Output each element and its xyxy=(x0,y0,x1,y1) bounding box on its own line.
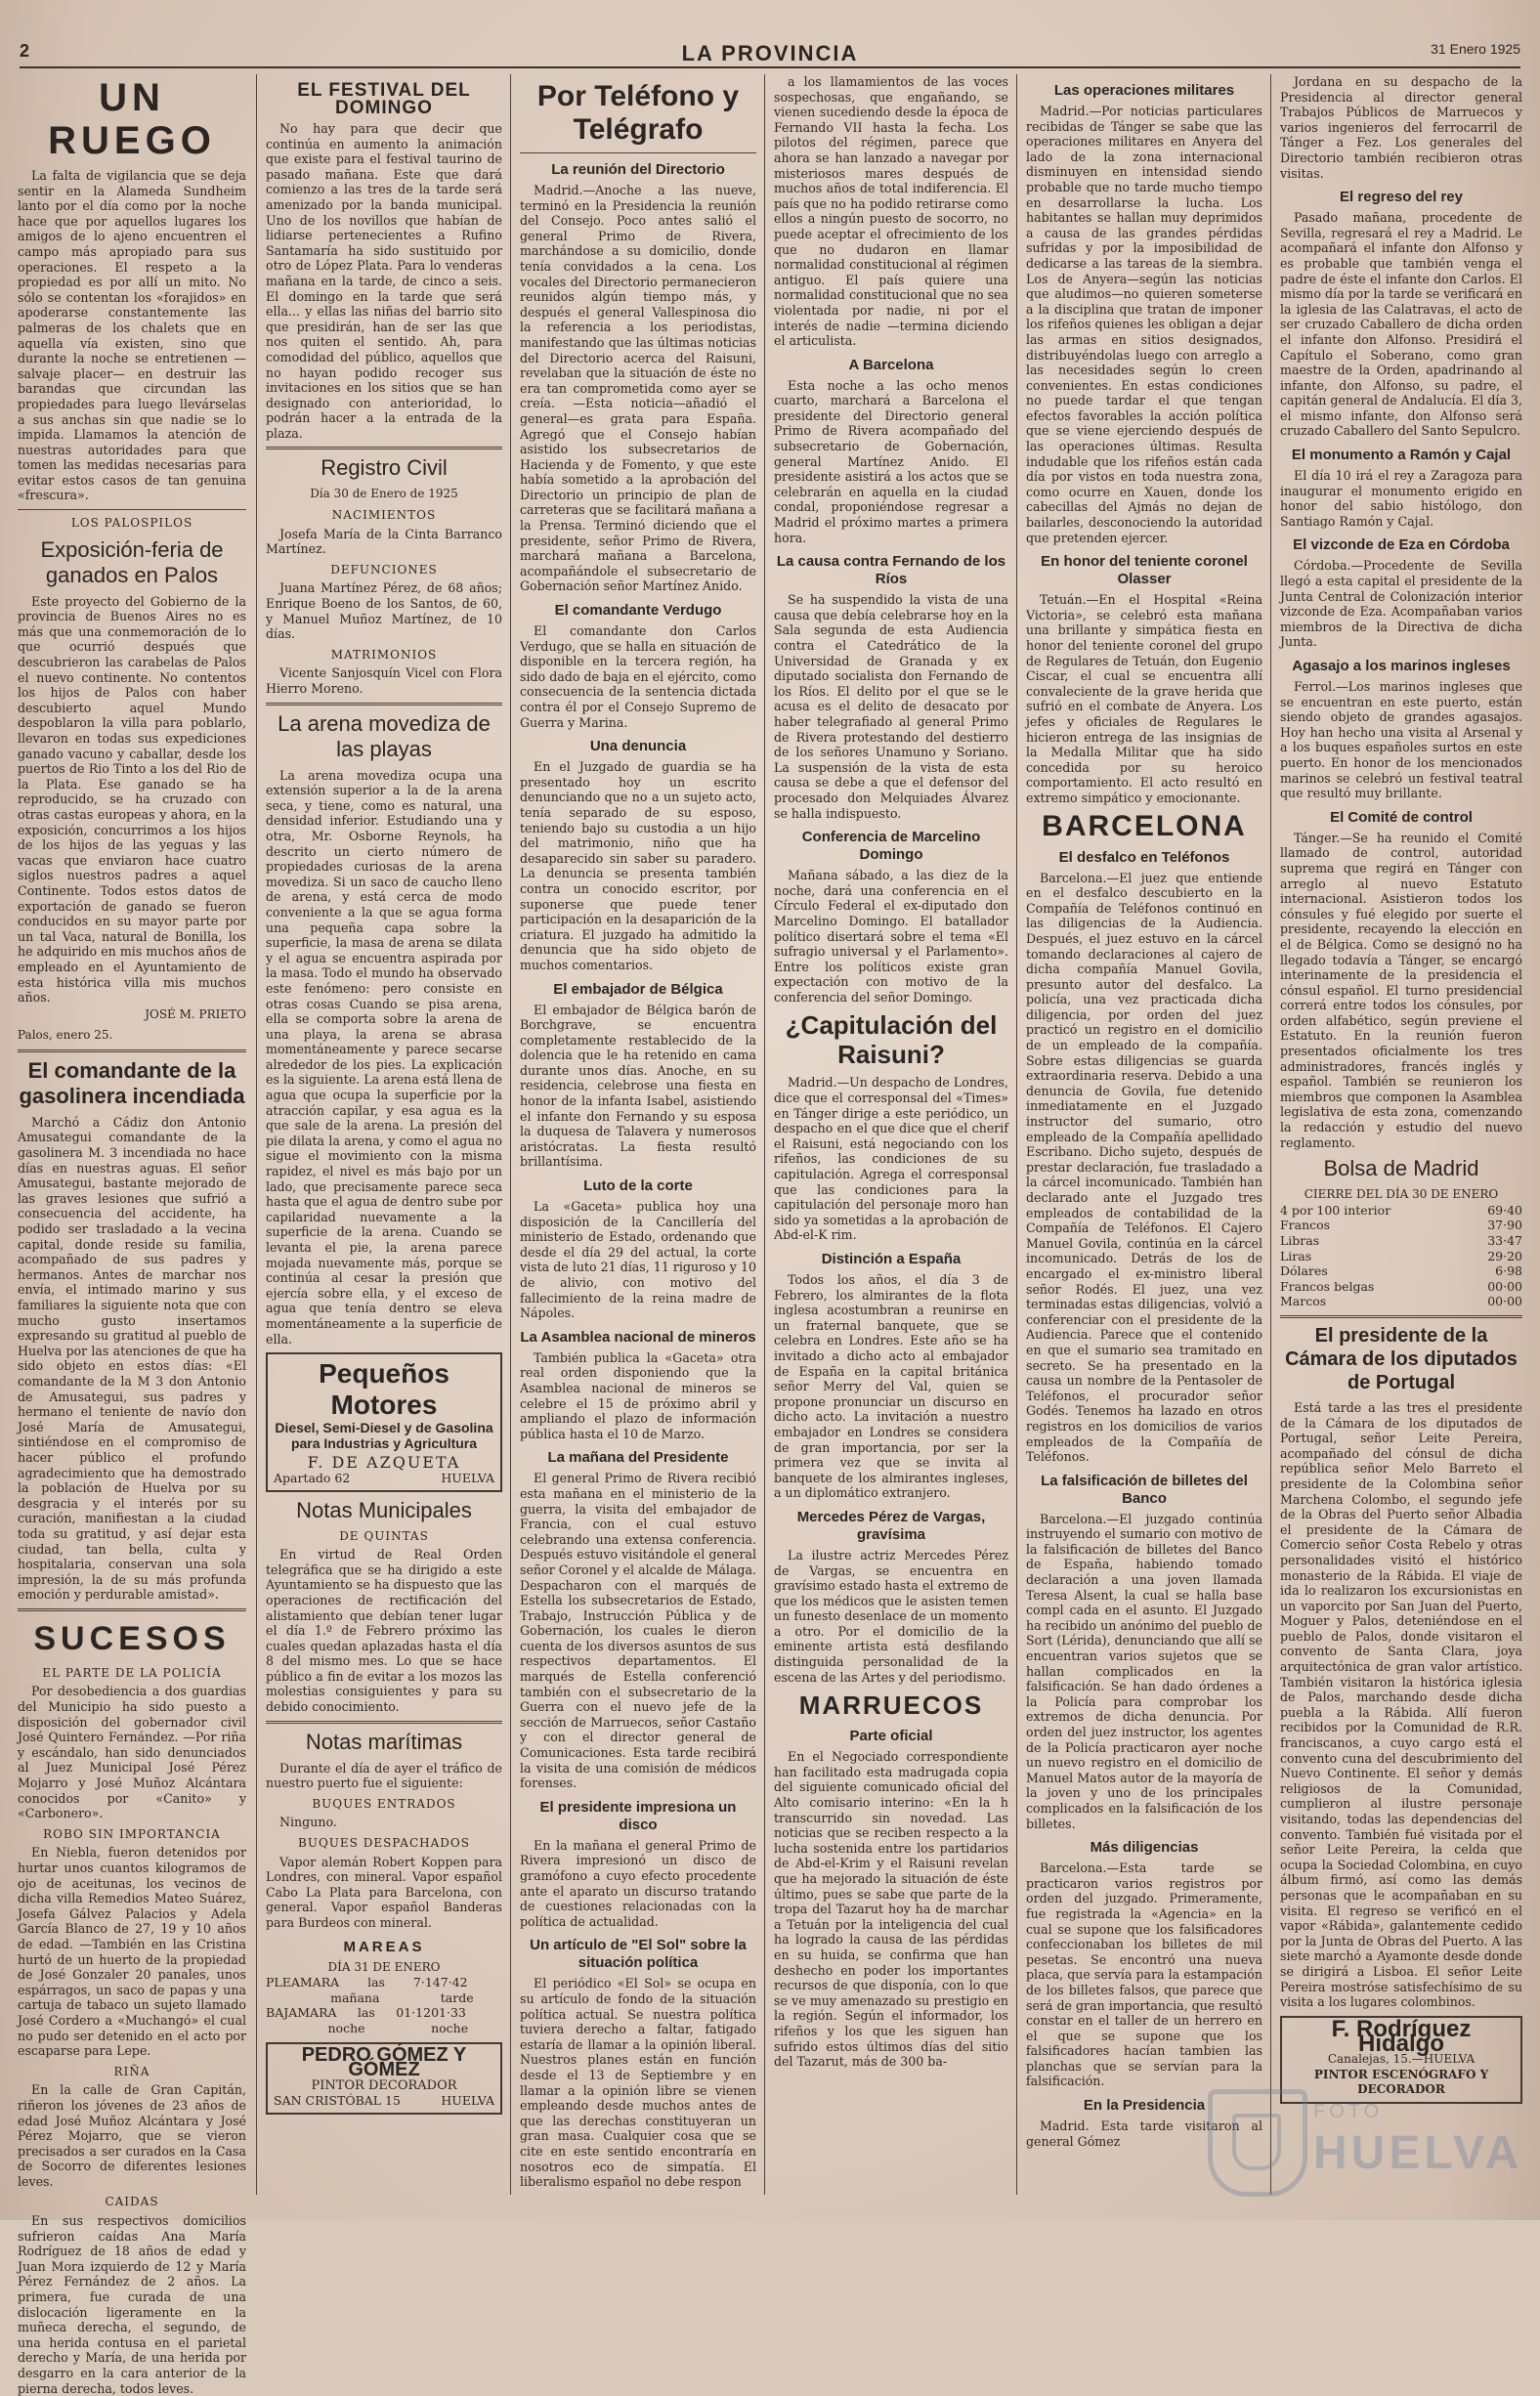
cajal-headline: El monumento a Ramón y Cajal xyxy=(1291,447,1512,464)
desfalco-body: Barcelona.—El juez que entiende en el desfalco descubierto en la Compañía de Teléfonos continuó en las diligencias de la Audiencia. Después, el juez estuvo en la cárcel tomando declaraciones al cajero de dicha compañía Manuel Govila, presunto autor del desfalco. La policía, una vez practicada dicha diligencia, por orden del juez practicó un registro en el domicilio de un empleado de la compañía. Sobre estas diligencias se guarda extraordinaria reserva. Debido a una denuncia de Govila, fue detenido inmediatamente en el Juzgado instructor del sumario, otro empleado de la Compañía apellidado Escribano. Dicho sujeto, después de prestar declaración, fue trasladado a la cárcel incomunicado. También han declarado ante el Juzgado tres empleados de contabilidad de la Compañía de Teléfonos. El Cajero Manuel Govila, continúa en la cárcel incomunicado. Detrás de los de encargado el ex-ministro liberal señor Rodés. El juez, una vez terminadas estas diligencias, volvió a conferenciar con el presidente de la Audiencia. Parece que el contenido en que el sumario sea tramitado en secreto. Se ha presentado en la causa un nombre de la Pentasoler de Teléfonos, el procurador señor Godés. Tenemos ha lazado en otros registros en los domicilios de varios empleados de la Compañía de Teléfonos. xyxy=(1026,870,1262,1465)
column-2 xyxy=(266,74,502,2195)
control-body: Tánger.—Se ha reunido el Comité llamado de control, autoridad suprema que regirá en Tánger con arreglo al nuevo Estatuto internacional. Asistieron todos los cónsules y fué elegido por suerte el presidente, recayendo la elección en el de Bélgica. Como se designó no ha llegado todavía a Tánger, se encargó interinamente de la presidencia el cónsul español. El turno presidencial correrá entre todos los cónsules, por orden alfabético, según previene el Estatuto. En la reunión fueron presentados oficialmente los tres administradores, francés inglés y español. También se reunieron los miembros que componen la Asamblea legislativa de esta zona, comenzando la redacción y estudio del nuevo reglamento. xyxy=(1280,830,1522,1150)
divider xyxy=(18,1049,246,1052)
ad-city: HUELVA xyxy=(441,1470,494,1485)
denuncia-headline: Una denuncia xyxy=(589,738,687,755)
control-headline: El Comité de control xyxy=(1330,808,1473,826)
registro-entry: Vicente Sanjosquín Vicel con Flora Hierro Moreno. xyxy=(266,665,502,696)
rios-body: Se ha suspendido la vista de una causa que debía celebrarse hoy en la Sala segunda de esta Audiencia contra el Catedrático de la Universidad de Granada y ex diputado socialista don Fernando de los Ríos. El delito por el que se le acusa es el delito de desacato por haber telegrafiado al general Primo de Rivera protestando del destierro de los señores Unamuno y Soriano. La suspensión de la vista de esta causa se debe a que el defensor del procesado don Melquiades Álvarez se halla indispuesto. xyxy=(774,592,1008,821)
pleamar-am: A las 7·14 mañana xyxy=(330,1975,441,2005)
bolsa-item: Liras xyxy=(1280,1248,1312,1263)
barcelona-body: Esta noche a las ocho menos cuarto, marchará a Barcelona el presidente del Directorio general Primo de Rivera acompañado del subsecretario de Gobernación, general Martínez Anido. El presidente asistirá a los actos que se celebrarán en aquella en la ciudad condal, proponiéndose regresar a Madrid el próximo martes a primera hora. xyxy=(774,377,1008,545)
ad-name: PEDRO GÓMEZ Y GÓMEZ xyxy=(301,2043,467,2081)
column-6 xyxy=(1280,74,1522,2195)
mareas-row xyxy=(266,2005,502,2035)
column-rule xyxy=(1270,74,1271,2195)
divider xyxy=(266,703,502,706)
belgica-body: El embajador de Bélgica barón de Borchgrave, se encuentra completamente restablecido de la dolencia que le ha retenido en cama durante unos días. Anoche, en su residencia, celebrose una fiesta en honor de la infanta Isabel, asistiendo el infante don Fernando y su esposa la duquesa de Talavera y numerosos aristócratas. La fiesta resultó brillantísima. xyxy=(520,1002,756,1170)
mareas-headline: MAREAS xyxy=(343,1938,425,1955)
bolsa-row xyxy=(1280,1279,1522,1295)
masthead-title: LA PROVINCIA xyxy=(681,41,859,65)
parte-body: En el Negociado correspondiente han facilitado esta madrugada copia del siguiente comunicado oficial del Alto comisario interino: «En la h transcurrido sin novedad. Las noticias que se reciben respecto a la lucha sostenida entre los partidarios de Abd-el-Krim y el Raisuni revelan que ha mejorado la situación de éste último, pues se sabe que parte de la tropa del Tazarut hoy ha de marchar a Tetuán por la inteligencia del cual ha logrado la causa de las pérdidas en su huida, se confirma que han deshecho en poder los importantes recursos de que disponía, con lo que se ve muy amenazado su prestigio en la región. Según el informador, los rifeños y los que les siguen han sufrido estos últimos días del sitio del Tazarut, más de 300 ba- xyxy=(774,1749,1008,2070)
column-rule xyxy=(1016,74,1017,2195)
bolsa-item: Dólares xyxy=(1280,1263,1328,1279)
palos-signature: JOSÉ M. PRIETO xyxy=(145,1006,246,1021)
bolsa-item: Francos xyxy=(1280,1218,1331,1233)
ad-firm: F. DE AZQUETA xyxy=(307,1453,461,1473)
sol-body: El periódico «El Sol» se ocupa en su artículo de fondo de la situación política actual. Se nuestra política tuviera derecho a faltar, fatigado estaría de llamar a la opinión liberal. Nuestros planes están en función desde el 13 de Septiembre y en llamar a la opinión libre se vienen empleando desde muchos antes de que las derechas constituyeran un gran masa. Cualquier cosa que se cite en este sentido encontraría en nosotros eco de simpatía. El liberalismo español no debe respon xyxy=(520,1976,756,2190)
ad-address: SAN CRISTÓBAL 15 xyxy=(274,2093,401,2109)
sol-continued-body: a los llamamientos de las voces sospechosas, que engañando, se vienen sucediendo desde la época de Fernando VII hasta la fecha. Los pilotos del régimen, parece que ahora se han lanzado a navegar por misteriosos mares después de muchos años de total indiferencia. El país que no ha podido retirarse como ellos a ningún puesto de socorro, no puede aceptar el ofrecimiento de los que no dudaron en llamar normalidad constitucional al régimen antiguo. El país quiere una normalidad constitucional que no sea violentada por nadie, ni por el interés de nadie —termina diciendo el articulista. xyxy=(774,74,1008,349)
registro-subhead: DEFUNCIONES xyxy=(330,562,438,577)
divider xyxy=(18,1608,246,1611)
bolsa-item: Libras xyxy=(1280,1233,1320,1248)
watermark-line-1: FOTO xyxy=(1313,2101,1384,2122)
registro-subhead: NACIMIENTOS xyxy=(331,508,437,523)
mareas-date: DÍA 31 DE ENERO xyxy=(327,1959,441,1974)
maritimas-entry: Ninguno. xyxy=(279,1815,337,1830)
ops-body: Madrid.—Por noticias particulares recibidas de Tánger se sabe que las operaciones militares en Anyera del lado de la zona internacional disminuyen en intensidad siendo probable que no tarde mucho tiempo en desarrollarse la lucha. Los habitantes se hallan muy deprimidos a causa de las grandes pérdidas sufridas y por la imposibilidad de dedicarse a las tareas de la siembra. Los de Anyera—según las noticias que aludimos—no quieren someterse a la disciplina que tratan de imponer los rifeños quienes les obligan a dejar las armas en sitios designados, distribuyéndolas luego con arreglo a las necesidades según lo creen convenientes. En estas condiciones no puede tardar el que tengan efectos favorables la acción política que se viene ejerciendo después de las operaciones últimas. Resulta indudable que los rifeños están cada día por vistos en toda nuestra zona, como ocurre en Xauen, donde los cabecillas del Ajmás no dejan de bailarles, desconociendo la autoridad que pretenden ejercer. xyxy=(1026,104,1262,545)
desfalco-headline: El desfalco en Teléfonos xyxy=(1058,848,1230,866)
reunion-body: Madrid.—Anoche a las nueve, terminó en la Presidencia la reunión del Consejo. Poco antes salió el general Primo de Rivera, marchándose a su domicilio, donde tenía convidados a la cena. Los vocales del Directorio permanecieron reunidos algún tiempo más, y después el general Vallespinosa dio la referencia a los periodistas, manifestando que las últimas noticias del Directorio acerca del Raisuni, revelaban que la situación de éste no era tan comprometida como ayer se creía. —Esta noticia—añadió el general—es grata para España. Agregó que el Consejo habían asistido los subsecretarios de Hacienda y de Fomento, y que este había sometido a la aprobación del Directorio un principio de plan de carreteras que se facilitará mañana a la Prensa. Terminó diciendo que el presidente, señor Primo de Rivera, marchará mañana a Barcelona, acompañándole el subsecretario de Gobernación señor Martínez Anido. xyxy=(520,183,756,594)
rey-headline: El regreso del rey xyxy=(1340,189,1463,206)
bolsa-row xyxy=(1280,1249,1522,1264)
sucesos-subhead: ROBO SIN IMPORTANCIA xyxy=(43,1826,221,1841)
maritimas-body: Durante el día de ayer el tráfico de nuestro puerto fue el siguiente: xyxy=(266,1760,502,1791)
divider xyxy=(1280,1315,1522,1318)
raisuni-headline: ¿Capitulación del Raisuni? xyxy=(785,1010,998,1070)
bolsa-value: 00·00 xyxy=(1487,1278,1522,1294)
comandante-body: Marchó a Cádiz don Antonio Amusategui comandante de la gasolinera M. 3 incendiada no hace días en nuestras aguas. El señor Amusategui, bastante mejorado de las graves lesiones que sufrió a consecuencia del accidente, ha podido ser trasladado a la vecina capital, donde reside su familia, acompañado de sus padres y hermanos. Antes de marchar nos envía, el intimado marino y sus familiares la siguiente nota que con mucho gusto insertamos expresando su gratitud al pueblo de Huelva por las atenciones de que ha sido objeto en estos días: «El comandante de la M 3 don Antonio de Amusategui, sus padres y hermano el teniente de navío don José María de Amusategui, sintiéndose en el compromiso de hacer público el profundo agradecimiento que ha demostrado la población de Huelva por su desgracia y el interés por su curación, manifiestan a la ciudad toda su gratitud, y así dejar esta ciudad, tan bella, culta y hospitalaria, conservan una sola impresión, la de su más profunda emoción y perdurable amistad». xyxy=(18,1114,246,1603)
column-rule xyxy=(256,74,257,2195)
rey-body: Pasado mañana, procedente de Sevilla, regresará el rey a Madrid. Le acompañará el infante don Alfonso y es probable que también venga el padre de éste el infante don Carlos. El mismo día por la tarde se verificará en la iglesia de las Calatravas, el acto de ser cruzado Caballero de dicha orden el infante don Alfonso. Presidirá el Capítulo el Soberano, como gran maestre de la Orden, apadrinando al infante, don Alfonso, su padre, el capitán general de Andalucía. El día 3, el mismo infante, don Alfonso será cruzado Caballero del Santo Sepulcro. xyxy=(1280,210,1522,439)
bajamar-pm: 01·33 noche xyxy=(431,2005,469,2035)
bajamar-label: BAJAMAR xyxy=(266,2005,328,2021)
city-seal-icon xyxy=(1208,2089,1307,2197)
rios-headline: La causa contra Fernando de los Ríos xyxy=(776,553,1006,588)
disco-body: En la mañana el general Primo de Rivera impresionó un disco de gramófono a cuyo efecto procedente ante el aparato un discurso tratando de cuestiones relacionadas con la política de actualidad. xyxy=(520,1837,756,1929)
bolsa-item: Francos belgas xyxy=(1280,1278,1375,1294)
bolsa-row xyxy=(1280,1294,1522,1309)
ruego-body: La falta de vigilancia que se deja sentir en la Alameda Sundheim lanto por el día como por la noche hace que por aquellos lugares los amigos de lo ajeno encuentren el campo más apropiado para sus operaciones. El respeto a la propiedad es por allí un mito. No sólo se contentan los «forajidos» en apoderarse constantemente las palmeras de los chalets que en aquella vía existen, sino que durante la noche se entretienen —salvaje placer— en destruir las barandas que circundan las propiedades para luego llevárselas a sus anchas sin que nadie se lo impida. Llamamos la atención de nuestras autoridades para que tomen las medidas necesarias para evitar estos casos de tan genuina «frescura». xyxy=(18,168,246,503)
pleamar-pm: 7·42 tarde xyxy=(440,1975,474,2005)
pleamar-label: PLEAMAR xyxy=(266,1975,331,1990)
vargas-body: La ilustre actriz Mercedes Pérez de Vargas, se encuentra en gravísimo estado hasta el extremo de que los médicos que le asisten temen un funesto desenlace de un momento a otro. Por el domicilio de la eminente artista está desfilando distinguida personalidad de la escena de las Artes y del periodismo. xyxy=(774,1547,1008,1685)
maritimas-entry: Vapor alemán Robert Koppen para Londres, con mineral. Vapor español Cabo La Plata para Barcelona, con general. Vapor español Banderas para Burdeos con mineral. xyxy=(266,1854,502,1930)
ingleses-body: Ferrol.—Los marinos ingleses que se encuentran en este puerto, están siendo objeto de grandes agasajos. Hoy han hecho una visita al Arsenal y a los buques españoles surtos en este puerto. En honor de los mencionados marinos se celebró un festival teatral que resultó muy brillante. xyxy=(1280,679,1522,801)
ad-address: Apartado 62 xyxy=(274,1470,351,1485)
sucesos-body: En Niebla, fueron detenidos por hurtar unos cuantos kilogramos de ojo de aceitunas, los vecinos de dicha villa Remedios Mateo Suárez, Josefa Gálvez Palacios y Adela García Blanco de 27, 19 y 10 años de edad. —También en las Cristina hurtó de un huerto de la propiedad de José Gonzaler 20 panales, unos espárragos, un saco de papas y una cartuja de tabaco un sujeto llamado José Cordero a «Muchangó» el cual no pudo ser detenido en el acto por escaparse para Lepe. xyxy=(18,1845,246,2059)
ad-trade: PINTOR ESCENÓGRAFO Y DECORADOR xyxy=(1313,2067,1489,2097)
parte-headline: Parte oficial xyxy=(849,1728,933,1745)
sucesos-subhead: CAIDAS xyxy=(105,2195,159,2209)
denuncia-body: En el Juzgado de guardia se ha presentado hoy un escrito denunciando que no a un sujeto acto, tenía separado de su esposo, teniendo bajo su custodia a un hijo del matrimonio, niño que ha desaparecido sin saber su paradero. La denuncia se presenta también contra un conocido escritor, por suponerse que puede tener participación en la desaparición de la criatura. El juzgado ha admitido la denuncia que ha sido objeto de muchos comentarios. xyxy=(520,759,756,972)
ops-headline: Las operaciones militares xyxy=(1053,82,1235,99)
bolsa-subhead: CIERRE DEL DÍA 30 DE ENERO xyxy=(1304,1187,1499,1202)
notas-headline: Notas Municipales xyxy=(296,1497,472,1522)
eza-headline: El vizconde de Eza en Córdoba xyxy=(1293,536,1510,554)
notas-body: En virtud de Real Orden telegráfica que se ha dirigido a este Ayuntamiento se ha dispuesto que las operaciones de rectificación del alistamiento que debían tener lugar el día 1.º de Febrero próximo las cuales quedan aplazadas hasta el día 8 del mismo mes. Lo que se hace público a fin de evitar a los mozos las molestias consiguientes y para su debido conocimiento. xyxy=(266,1547,502,1715)
sol-headline: Un artículo de "El Sol" sobre la situación política xyxy=(530,1937,747,1972)
column-1 xyxy=(18,74,246,2396)
diligencias-headline: Más diligencias xyxy=(1090,1839,1199,1857)
page-number: 2 xyxy=(20,41,32,61)
portugal-headline: El presidente de la Cámara de los diputados de Portugal xyxy=(1285,1324,1518,1393)
masthead-bar xyxy=(20,41,1520,68)
raisuni-body: Madrid.—Un despacho de Londres, dice que el corresponsal del «Times» en Tánger dirige a este periódico, un despacho en el que dice que el cherif el Raisuni, está negociando con los rifeños, las condiciones de su capitulación. Agrega el corresponsal que las condiciones para la capitulación del personaje moro han sido ya sometidas a la aprobación de Abd-el-K rim. xyxy=(774,1075,1008,1243)
sucesos-body: En sus respectivos domicilios sufrieron caídas Ana María Rodríguez de 18 años de edad y Juan Mora izquierdo de 12 y María Pérez Fernández de 2 años. La primera, fue curada de una dislocación ligeramente en la muñeca derecha, el segundo, de una herida contusa en el parietal derecho y María, de una herida por desgarro en la cara anterior de la pierna derecha, todos leves. xyxy=(18,2213,246,2396)
ruego-headline: UN RUEGO xyxy=(48,76,216,162)
reunion-headline: La reunión del Directorio xyxy=(551,161,725,178)
diligencias-body: Barcelona.—Esta tarde se practicaron varios registros por orden del juzgado. Primeramente, fue registrada la «Agencia» en la cual se supone que los falsificadores confeccionaban los billetes de mil pesetas. Se encontró una nueva placa, que servía para la estampación de los billetes falsos, que parece que será de gran importancia, que resultó constar en el taller de un herrero en el que se supone que los falsificadores hacían tambien las planchas que se servían para la falsificación. xyxy=(1026,1861,1262,2089)
ingleses-headline: Agasajo a los marinos ingleses xyxy=(1292,658,1511,674)
registro-entry: Josefa María de la Cinta Barranco Martínez. xyxy=(266,526,502,557)
domingo-headline: Conferencia de Marcelino Domingo xyxy=(801,829,981,864)
registro-entry: Juana Martínez Pérez, de 68 años; Enrique Boeno de los Santos, de 60, y Manuel Muñoz Martínez, de 10 días. xyxy=(266,580,502,642)
presidencia-headline: En la Presidencia xyxy=(1083,2097,1206,2115)
bolsa-value: 29·20 xyxy=(1487,1248,1522,1263)
ad-city: HUELVA xyxy=(441,2093,494,2109)
maritimas-subhead: BUQUES ENTRADOS xyxy=(312,1796,456,1811)
festival-headline: EL FESTIVAL DEL DOMINGO xyxy=(297,80,471,118)
divider xyxy=(266,1721,502,1724)
bajamar-am: A las 01·12 noche xyxy=(327,2005,432,2035)
bolsa-value: 6·98 xyxy=(1495,1263,1522,1279)
registro-date: Día 30 de Enero de 1925 xyxy=(310,487,458,501)
verdugo-headline: El comandante Verdugo xyxy=(554,602,722,620)
teniente-headline: En honor del teniente coronel Olasser xyxy=(1041,553,1248,588)
palos-body: Este proyecto del Gobierno de la provincia de Buenos Aires no es más que una conmemoración de lo que ocurrió después que descubrieron las carabelas de Palos el nuevo continente. No contentos los hijos de Palos con haber descubierto aquel Mundo despoblaron la villa para poblarlo, llevaron en todas sus expediciones ganado vacuno y caballar, desde los puertos de Rio Tinto a los del Rio de la Plata. Ese ganado se ha reproducido, se ha cruzado con otras castas europeas y ahora, en la exposición, concurrimos a los hijos de los hijos de las yeguas y las vacas que enviaron hace cuatro siglos nuestros padres a aquel Continente. Todos estos datos de exportación de ganado se fueron conducidos en su mayor parte por un tal Vaca, natural de Bonilla, los he adquirido en mis muchos años de empleado en el Ayuntamiento de esta histórica villa mis muchos años. xyxy=(18,593,246,1005)
bolsa-value: 37·90 xyxy=(1487,1218,1522,1233)
intro-body: Jordana en su despacho de la Presidencia al director general Trabajos Públicos de Marruecos y varios ingenieros del ferrocarril de Tánger a Fez. Los generales del Directorio también recibieron otras visitas. xyxy=(1280,74,1522,181)
bolsa-row xyxy=(1280,1203,1522,1219)
arena-headline: La arena movediza de las playas xyxy=(278,710,491,761)
sucesos-body: En la calle de Gran Capitán, riñeron los jóvenes de 23 años de edad José Muñoz Alcántara y José Pérez Mojarro, que se vieron precisados a ser curados en la Casa de Socorro de diferentes lesiones leves. xyxy=(18,2082,246,2189)
bolsa-row xyxy=(1280,1263,1522,1279)
ad-title: Pequeños Motores xyxy=(319,1358,449,1421)
eza-body: Córdoba.—Procedente de Sevilla llegó a esta capital el presidente de la Junta Central de Colonización interior vizconde de Eza. Acompañaban varios miembros de la Directiva de dicha Junta. xyxy=(1280,558,1522,650)
portugal-body: Está tarde a las tres el presidente de la Cámara de los diputados de Portugal, señor Leite Pereira, acompañado del cónsul de dicha república señor Melo Barreto el presidente de la Colombina señor Marchena Colombo, el segundo jefe de la Obras del Puerto señor Albadia el presidente de la Cámara de Comercio señor Costa Rebelo y otras personalidades visitó el histórico monasterio de la Rábida. El viaje de ida lo realizaron los excursionistas en un vaporcito por San Juan del Puerto, Moguer y Palos, deteniéndose en el pueblo de Palos, donde visitaron el convento de Santa Clara, joya arquitectónica de gran valor artístico. También visitaron la histórica iglesia de Palos, marchando desde dicha puebla a la Rábida. Allí fueron recibidos por la Comunidad de R.R. franciscanos, a cuyo cargo está el convento cuna del descubrimiento del Nuevo Continente. El señor y demás religiosos de la Comunidad, cumplieron al ilustre personaje visitando, todas las dependencias del convento. También fué visitada por el señor Leite Pereira, la celda que ocupa la Sociedad Colombina, en cuyo álbum firmó, así como las demás personas que le acompañaban en su visita. El regreso se verificó en el vapor «Rábida», galantemente cedido por la Junta de Obras del Puerto. A las siete marchó a Ayamonte desde donde se dirigirá a Lisboa. El señor Leite Pereira mostróse satisfechísimo de su visita a los lugares colombinos. xyxy=(1280,1399,1522,2010)
ad-subtitle: Diesel, Semi-Diesel y de Gasolina para Industrias y Agricultura xyxy=(275,1420,493,1451)
ad-trade: PINTOR DECORADOR xyxy=(311,2077,457,2093)
palos-kicker: LOS PALOSPILOS xyxy=(70,516,193,531)
presidente-body: El general Primo de Rivera recibió esta mañana en el ministerio de la guerra, la visita del embajador de Francia, con el cual estuvo celebrando una extensa conferencia. Después estuvo visitándole el general señor Coronel y el alcalde de Málaga. Despacharon con el marqués de Estella los subsecretarios de Estado, Trabajo, Instrucción Pública y de Gobernación, los cuales le dieron cuenta de los diversos asuntos de sus respectivos departamentos. El marqués de Estella conferenció también con el subsecretario de la Guerra con el nuevo jefe de la sección de Marruecos, señor Castaño y con el director general de Comunicaciones. Esta tarde recibirá la visita de una comisión de médicos forenses. xyxy=(520,1471,756,1791)
divider xyxy=(520,152,756,153)
bolsa-value: 69·40 xyxy=(1487,1202,1522,1218)
asamblea-headline: La Asamblea nacional de mineros xyxy=(520,1328,756,1346)
registro-headline: Registro Civil xyxy=(321,455,448,481)
divider xyxy=(18,509,246,510)
ad-address: Canalejas, 15.—HUELVA xyxy=(1327,2051,1476,2066)
distincion-headline: Distinción a España xyxy=(821,1251,962,1267)
column-5 xyxy=(1026,74,1262,2195)
column-3 xyxy=(520,74,756,2195)
presidente-headline: La mañana del Presidente xyxy=(547,1449,729,1467)
vargas-headline: Mercedes Pérez de Vargas, gravísima xyxy=(796,1508,986,1543)
maritimas-headline: Notas marítimas xyxy=(305,1729,463,1754)
sucesos-headline: SUCESOS xyxy=(33,1619,231,1657)
billetes-headline: La falsificación de billetes del Banco xyxy=(1041,1472,1248,1507)
festival-body: No hay para que decir que continúa en aumento la animación que existe para el festival taurino de pasado mañana. Este que dará comienzo a las tres de la tarde será amenizado por la banda municipal. Uno de los novillos que habían de lidiarse pertenecientes a Rufino Santamaría ha sido sustituido por otro de López Plata. Para lo venderas mañana en la tarde, de cinco a seis. El domingo en la tarde que será ella... y ellas las niñas del barrio sito que presidirán, han de ser las que nos quiten el sentido. Ah, para comodidad del público, aquellos que no hayan podido recoger sus invitaciones en los sitios que se han designado con anterioridad, lo podrán hacer a la entrada de la plaza. xyxy=(266,121,502,441)
luto-body: La «Gaceta» publica hoy una disposición de la Cancillería del ministerio de Estado, ordenando que desde el día 29 del actual, la corte vista de luto 21 días, 11 riguroso y 10 de alivio, con motivo del fallecimiento de la reina madre de Nápoles. xyxy=(520,1199,756,1321)
bolsa-item: 4 por 100 interior xyxy=(1280,1202,1391,1218)
marruecos-headline: MARRUECOS xyxy=(798,1690,984,1721)
divider xyxy=(266,447,502,449)
registro-subhead: MATRIMONIOS xyxy=(330,647,438,662)
bolsa-headline: Bolsa de Madrid xyxy=(1323,1156,1479,1181)
sucesos-subhead: EL PARTE DE LA POLICÍA xyxy=(42,1665,222,1680)
bolsa-row xyxy=(1280,1218,1522,1233)
teniente-body: Tetuán.—En el Hospital «Reina Victoria», se celebró esta mañana una brillante y simpática fiesta en honor del teniente coronel del grupo de Regulares de Tetuán, don Eugenio Ciscar, el cual se encuentra allí convaleciente de la grave herida que sufrió en el combate de Anyera. Los jefes y oficiales de Regulares le hicieron entrega de las insignias de la Medalla Militar que ha sido concedida por su heroico comportamiento. El acto resultó en extremo simpático y emocionante. xyxy=(1026,592,1262,805)
disco-headline: El presidente impresiona un disco xyxy=(539,1798,737,1833)
bolsa-value: 00·00 xyxy=(1487,1294,1522,1309)
palos-place: Palos, enero 25. xyxy=(18,1028,113,1043)
ad-address-line xyxy=(274,2093,494,2109)
bolsa-table xyxy=(1280,1203,1522,1309)
billetes-body: Barcelona.—El juzgado continúa instruyendo el sumario con motivo de la falsificación de billetes del Banco de España, habiendo tomado declaración a una joven llamada Teresa Alsent, la cual se halla base compl cada en el asunto. El Juzgado ha recibido un anónimo del pueblo de Sort (Lérida), denunciando que allí se encuentran varios sujetos que se hallan complicados en la falsificación. Se han dado órdenes a la Policía para comprobar los extremos de dicha denuncia. Por orden del juez instructor, los agentes de la Policía practicaron ayer noche un nuevo registro en el domicilio de Manuel Matos autor de la mayoría de la joven y uno de los principales complicados en la falsificación de los billetes. xyxy=(1026,1511,1262,1831)
cajal-body: El día 10 irá el rey a Zaragoza para inaugurar el monumento erigido en honor del sabio histólogo, don Santiago Ramón y Cajal. xyxy=(1280,468,1522,529)
bolsa-item: Marcos xyxy=(1280,1294,1327,1309)
belgica-headline: El embajador de Bélgica xyxy=(553,980,723,998)
mareas-row xyxy=(266,1975,502,2005)
arena-body: La arena movediza ocupa una extensión superior a la de la arena seca, y tiene, como es natural, una densidad inferior. Estudiando una y otra, Mr. Osborne Reynols, ha descrito un cierto número de propiedades curiosas de la arena movediza. Si un saco de caucho lleno de arena, y está cerca de modo conveniente a la que se agua forma una pequeña capa sobre la superficie, la masa de arena se dilata y el agua se encuentra aspirada por la masa. Todo el mundo ha observado este fenómeno: pero consiste en otras cosas Cuando se pisa arena, ella se comporta sobre la arena de una playa, la arena se abrasa momentáneamente y parece secarse alrededor de los pies. La explicación es la siguiente. La arena está llena de agua que ocupa la superficie por la atracción capilar, y esa agua es la que sale de la arena. La presión del pie dilata la arena, y como el agua no sigue el movimiento con la misma rapidez, el nivel es más bajo por un lado, que precisamente parece seca hasta que el agua de dentro sube por capilaridad nuevamente a la superficie de la arena. Cuando se levanta el pie, la arena parece mojada nuevamente más, porque se continúa al cesar la presión que ejercía sobre ella, y el exceso de agua que tenía dentro se eleva momentáneamente a la superficie de ella. xyxy=(266,767,502,1347)
barcelona-section-headline: BARCELONA xyxy=(1042,809,1247,842)
archive-watermark xyxy=(1198,2079,1523,2197)
bolsa-value: 33·47 xyxy=(1487,1233,1522,1248)
verdugo-body: El comandante don Carlos Verdugo, que se halla en situación de disponible en la tercera región, ha sido dado de baja en el ejército, como consecuencia de la sentencia dictada contra él por el Consejo Supremo de Guerra y Marina. xyxy=(520,623,756,730)
bolsa-row xyxy=(1280,1233,1522,1249)
notas-subhead: DE QUINTAS xyxy=(339,1528,429,1543)
watermark-line-2: HUELVA xyxy=(1313,2127,1523,2179)
distincion-body: Todos los años, el día 3 de Febrero, los almirantes de la flota inglesa acostumbran a reunirse en un fraternal banquete, que se celebra en Londres. Este año se ha invitado a dicho acto al embajador de España en la capital británica señor Merry del Val, quien se propone pronunciar un discurso en dicho acto. La invitación a nuestro embajador en Londres se considera de gran importancia, por ser la primera vez que se invita al banquete de los almirantes ingleses, a un diplomático extranjero. xyxy=(774,1272,1008,1501)
barcelona-headline: A Barcelona xyxy=(848,356,934,373)
presidencia-body: Madrid. Esta tarde visitaron al general Gómez xyxy=(1026,2118,1262,2149)
sucesos-subhead: RIÑA xyxy=(113,2064,150,2078)
ad-name: F. Rodríguez Hidalgo xyxy=(1331,2015,1472,2058)
column-4 xyxy=(774,74,1008,2195)
comandante-headline: El comandante de la gasolinera incendiada xyxy=(19,1057,245,1108)
gomez-advertisement xyxy=(266,2042,502,2115)
maritimas-subhead: BUQUES DESPACHADOS xyxy=(298,1836,470,1851)
motores-advertisement xyxy=(266,1352,502,1491)
luto-headline: Luto de la corte xyxy=(583,1177,693,1195)
sucesos-body: Por desobediencia a dos guardias del Municipio ha sido puesto a disposición del gobernador civil José Quintero Fernández. —Por riña y escándalo, han sido denunciados al Juez Municipal José Pérez Mojarro y José Muñoz Alcántara conocidos por «Canito» y «Carbonero». xyxy=(18,1684,246,1821)
domingo-body: Mañana sábado, a las diez de la noche, dará una conferencia en el Círculo Federal el ex-diputado don Marcelino Domingo. El batallador político disertará sobre el tema «El sufragio universal y el Parlamento». Entre los políticos existe gran expectación con motivo de la conferencia del señor Domingo. xyxy=(774,868,1008,1005)
asamblea-body: También publica la «Gaceta» otra real orden disponiendo que la Asamblea nacional de mineros se celebre el 15 de próximo abril y ampliando el plazo de información pública hasta el 10 de Marzo. xyxy=(520,1349,756,1441)
telegrafo-banner: Por Teléfono y Telégrafo xyxy=(536,80,740,146)
palos-headline: Exposición-feria de ganados en Palos xyxy=(40,536,224,587)
column-rule xyxy=(510,74,511,2195)
ad-address-line xyxy=(274,1471,494,1486)
column-rule xyxy=(764,74,765,2195)
page-date: 31 Enero 1925 xyxy=(1431,41,1520,57)
